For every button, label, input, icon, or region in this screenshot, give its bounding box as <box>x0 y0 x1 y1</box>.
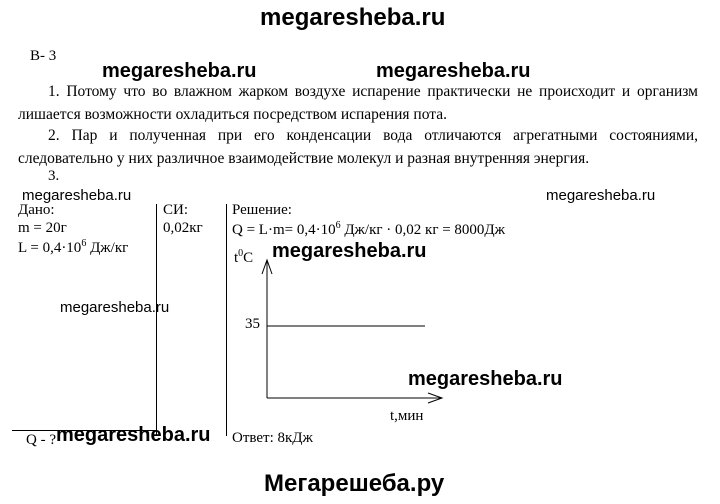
given-label: Дано: <box>18 202 55 218</box>
solution-label: Решение: <box>232 202 292 218</box>
find-label: Q - ? <box>26 432 56 448</box>
solution-formula: $Q = L\cdot m= 0,4\cdot 10^6$ Дж/кг · 0,02 кг = 8000Дж <box>232 220 506 238</box>
answer-2: 2. Пар и полученная при его конденсации вода отличаются агрегатными состояниями, следовательно у них различное взаимодействие молекул и разная внутренняя энергия. <box>18 127 698 167</box>
footer-watermark: Мегарешеба.ру <box>264 470 445 497</box>
si-mass: 0,02кг <box>163 220 203 236</box>
graph-y-label: $t^0C$ <box>234 248 254 266</box>
variant-label: В- 3 <box>30 48 57 64</box>
watermark: megaresheba.ru <box>546 187 656 204</box>
watermark: megaresheba.ru <box>60 299 170 316</box>
answer-1: 1. Потому что во влажном жарком воздухе испарение практически не происходит и организм лишается возможности охладиться посредством испарения пота. <box>18 83 698 123</box>
final-answer: Ответ: 8кДж <box>232 430 313 446</box>
watermark: megaresheba.ru <box>56 424 211 446</box>
given-mass: m = 20г <box>18 220 67 236</box>
watermark: megaresheba.ru <box>102 60 257 82</box>
column-divider <box>156 204 157 436</box>
watermark: megaresheba.ru <box>376 60 531 82</box>
column-divider <box>226 204 227 436</box>
watermark: megaresheba.ru <box>22 187 132 204</box>
given-heat: $L = 0,4\cdot 10^6$ Дж/кг <box>18 238 129 256</box>
watermark: megaresheba.ru <box>272 240 427 262</box>
header-watermark: megaresheba.ru <box>260 4 446 31</box>
temperature-graph <box>250 250 450 420</box>
graph-value-label: 35 <box>245 316 260 332</box>
si-label: СИ: <box>163 202 189 218</box>
graph-x-label: t,мин <box>390 408 424 424</box>
watermark: megaresheba.ru <box>408 368 563 390</box>
answer-3-number: 3. <box>48 168 60 184</box>
